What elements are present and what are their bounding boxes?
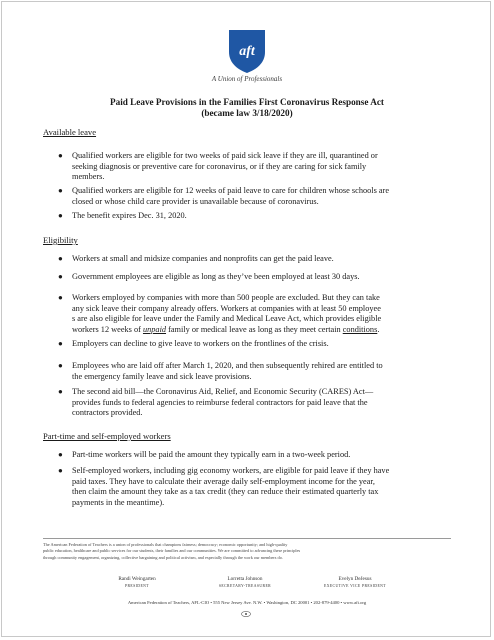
footer-divider [43, 538, 451, 539]
bullet-icon: ● [58, 339, 63, 348]
officer-secretary-treasurer: Lorretta Johnson SECRETARY-TREASURER [218, 576, 272, 588]
list-item: ● The benefit expires Dec. 31, 2020. [58, 211, 187, 220]
list-item: ● The second aid bill—the Coronavirus Aid, Relief, and Economic Security (CARES) Act— provides funds to federal agencies to reimburse federal contractors for paid leave that the contractors provided. [58, 387, 374, 418]
list-item: ● Government employees are eligible as long as they’ve been employed at least 30 days. [58, 272, 360, 281]
tagline: A Union of Professionals [211, 75, 283, 83]
list-item: ● Part-time workers will be paid the amount they typically earn in a two-week period. [58, 450, 351, 459]
list-item: ● Employers can decline to give leave to workers on the frontlines of the crisis. [58, 339, 329, 348]
officer-executive-vice-president: Evelyn DeJesus EXECUTIVE VICE PRESIDENT [323, 576, 387, 588]
list-item: ● Workers employed by companies with more than 500 people are excluded. But they can take any sick leave their company already offers. Workers at companies with at least 50 employee s are also eligible for leave under the Family and Medical Leave Act, which provides eligible workers 12 weeks of unpaid family or medical leave as long as they meet certain conditions. [58, 293, 382, 334]
officer-president: Randi Weingarten PRESIDENT [118, 576, 156, 588]
bullet-icon: ● [58, 361, 63, 370]
bullet-icon: ● [58, 186, 63, 195]
union-bug-icon [241, 611, 251, 617]
list-item: ● Workers at small and midsize companies and nonprofits can get the paid leave. [58, 254, 334, 263]
logo-text: aft [239, 44, 255, 59]
bullet-icon: ● [58, 211, 63, 220]
bullet-icon: ● [58, 293, 63, 302]
emphasis-unpaid: unpaid [142, 324, 167, 334]
section-heading-part-time: Part-time and self-employed workers [43, 431, 171, 441]
section-heading-eligibility: Eligibility [43, 235, 78, 245]
bullet-icon: ● [58, 254, 63, 263]
bullet-icon: ● [58, 387, 63, 396]
document-title [0, 97, 494, 119]
bullet-icon: ● [58, 466, 63, 475]
list-item: ● Employees who are laid off after March 1, 2020, and then subsequently rehired are entitled to the emergency family leave and sick leave provisions. [58, 361, 383, 381]
footer-address: American Federation of Teachers, AFL-CIO • 555 New Jersey Ave. N.W. • Washington, DC 20001 • 202-879-4400 • www.aft.org [127, 600, 367, 605]
list-item: ● Qualified workers are eligible for 12 weeks of paid leave to care for children whose schools are closed or whose child care provider is unavailable because of coronavirus. [58, 186, 389, 206]
bullet-icon: ● [58, 272, 63, 281]
list-item: ● Qualified workers are eligible for two weeks of paid sick leave if they are ill, quarantined or seeking diagnosis or preventive care for coronavirus, or if they are caring for sick family members. [58, 151, 378, 182]
title-line-1: Paid Leave Provisions in the Families First Coronavirus Response Act [109, 97, 384, 107]
list-item: ● Self-employed workers, including gig economy workers, are eligible for paid leave if they have paid taxes. They have to calculate their average daily self-employment income for the year, then claim the amount they take as a tax credit (they can reduce their estimated quarterly tax payments in the meantime). [58, 466, 390, 507]
aft-logo-shield-icon [227, 28, 267, 74]
footer-mission-statement: The American Federation of Teachers is a union of professionals that champions fairness; democracy; economic opportunity; and high-quality public education, healthcare and public services for our students, their families and our communities. We are committed to advancing these principles through community engagement, organizing, collective bargaining and political activism, and especially through the work our members do. [43, 542, 301, 560]
title-line-2: (became law 3/18/2020) [201, 108, 293, 118]
section-heading-available-leave: Available leave [43, 127, 97, 137]
bullet-icon: ● [58, 151, 63, 160]
bullet-icon: ● [58, 450, 63, 459]
conditions-link[interactable]: conditions [342, 324, 378, 334]
